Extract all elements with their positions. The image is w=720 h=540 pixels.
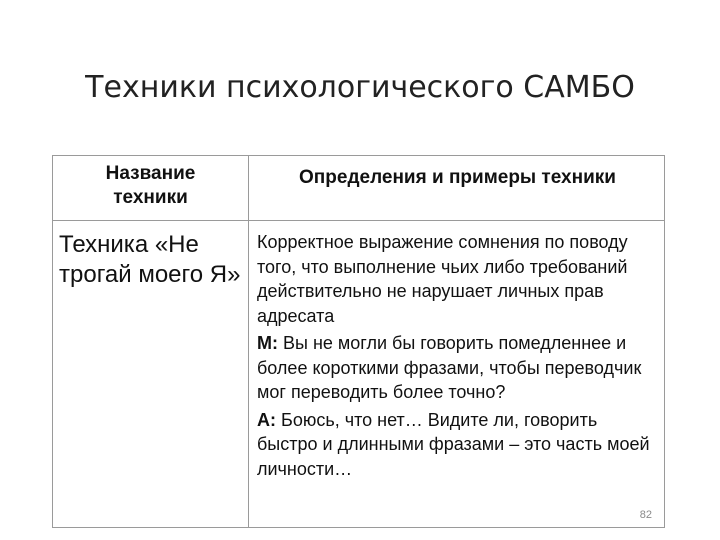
page-number: 82 bbox=[639, 509, 652, 521]
example-m-speaker: М: bbox=[257, 333, 278, 353]
technique-name: Техника «Не трогай моего Я» bbox=[59, 231, 241, 288]
example-a-speaker: А: bbox=[257, 409, 276, 430]
header-divider bbox=[53, 220, 664, 221]
header-name-line2: техники bbox=[113, 187, 188, 208]
header-name-line1: Название bbox=[105, 163, 196, 184]
header-name-column bbox=[53, 162, 248, 210]
slide-title: Техники психологического САМБО bbox=[85, 70, 635, 105]
header-definition-column: Определения и примеры техники bbox=[299, 167, 616, 188]
example-m bbox=[257, 331, 662, 405]
example-a bbox=[257, 408, 662, 482]
definition-text: Корректное выражение сомнения по поводу того, что выполнение чьих либо требований действительно не нарушает личных прав адресата bbox=[257, 232, 628, 326]
example-a-text: Боюсь, что нет… Видите ли, говорить быстро и длинными фразами – это часть моей личности… bbox=[257, 409, 650, 479]
example-m-text: Вы не могли бы говорить помедленнее и более короткими фразами, чтобы переводчик мог переводить более точно? bbox=[257, 333, 642, 402]
column-divider bbox=[248, 156, 249, 527]
techniques-table bbox=[52, 155, 665, 528]
technique-definition-cell bbox=[257, 230, 662, 481]
